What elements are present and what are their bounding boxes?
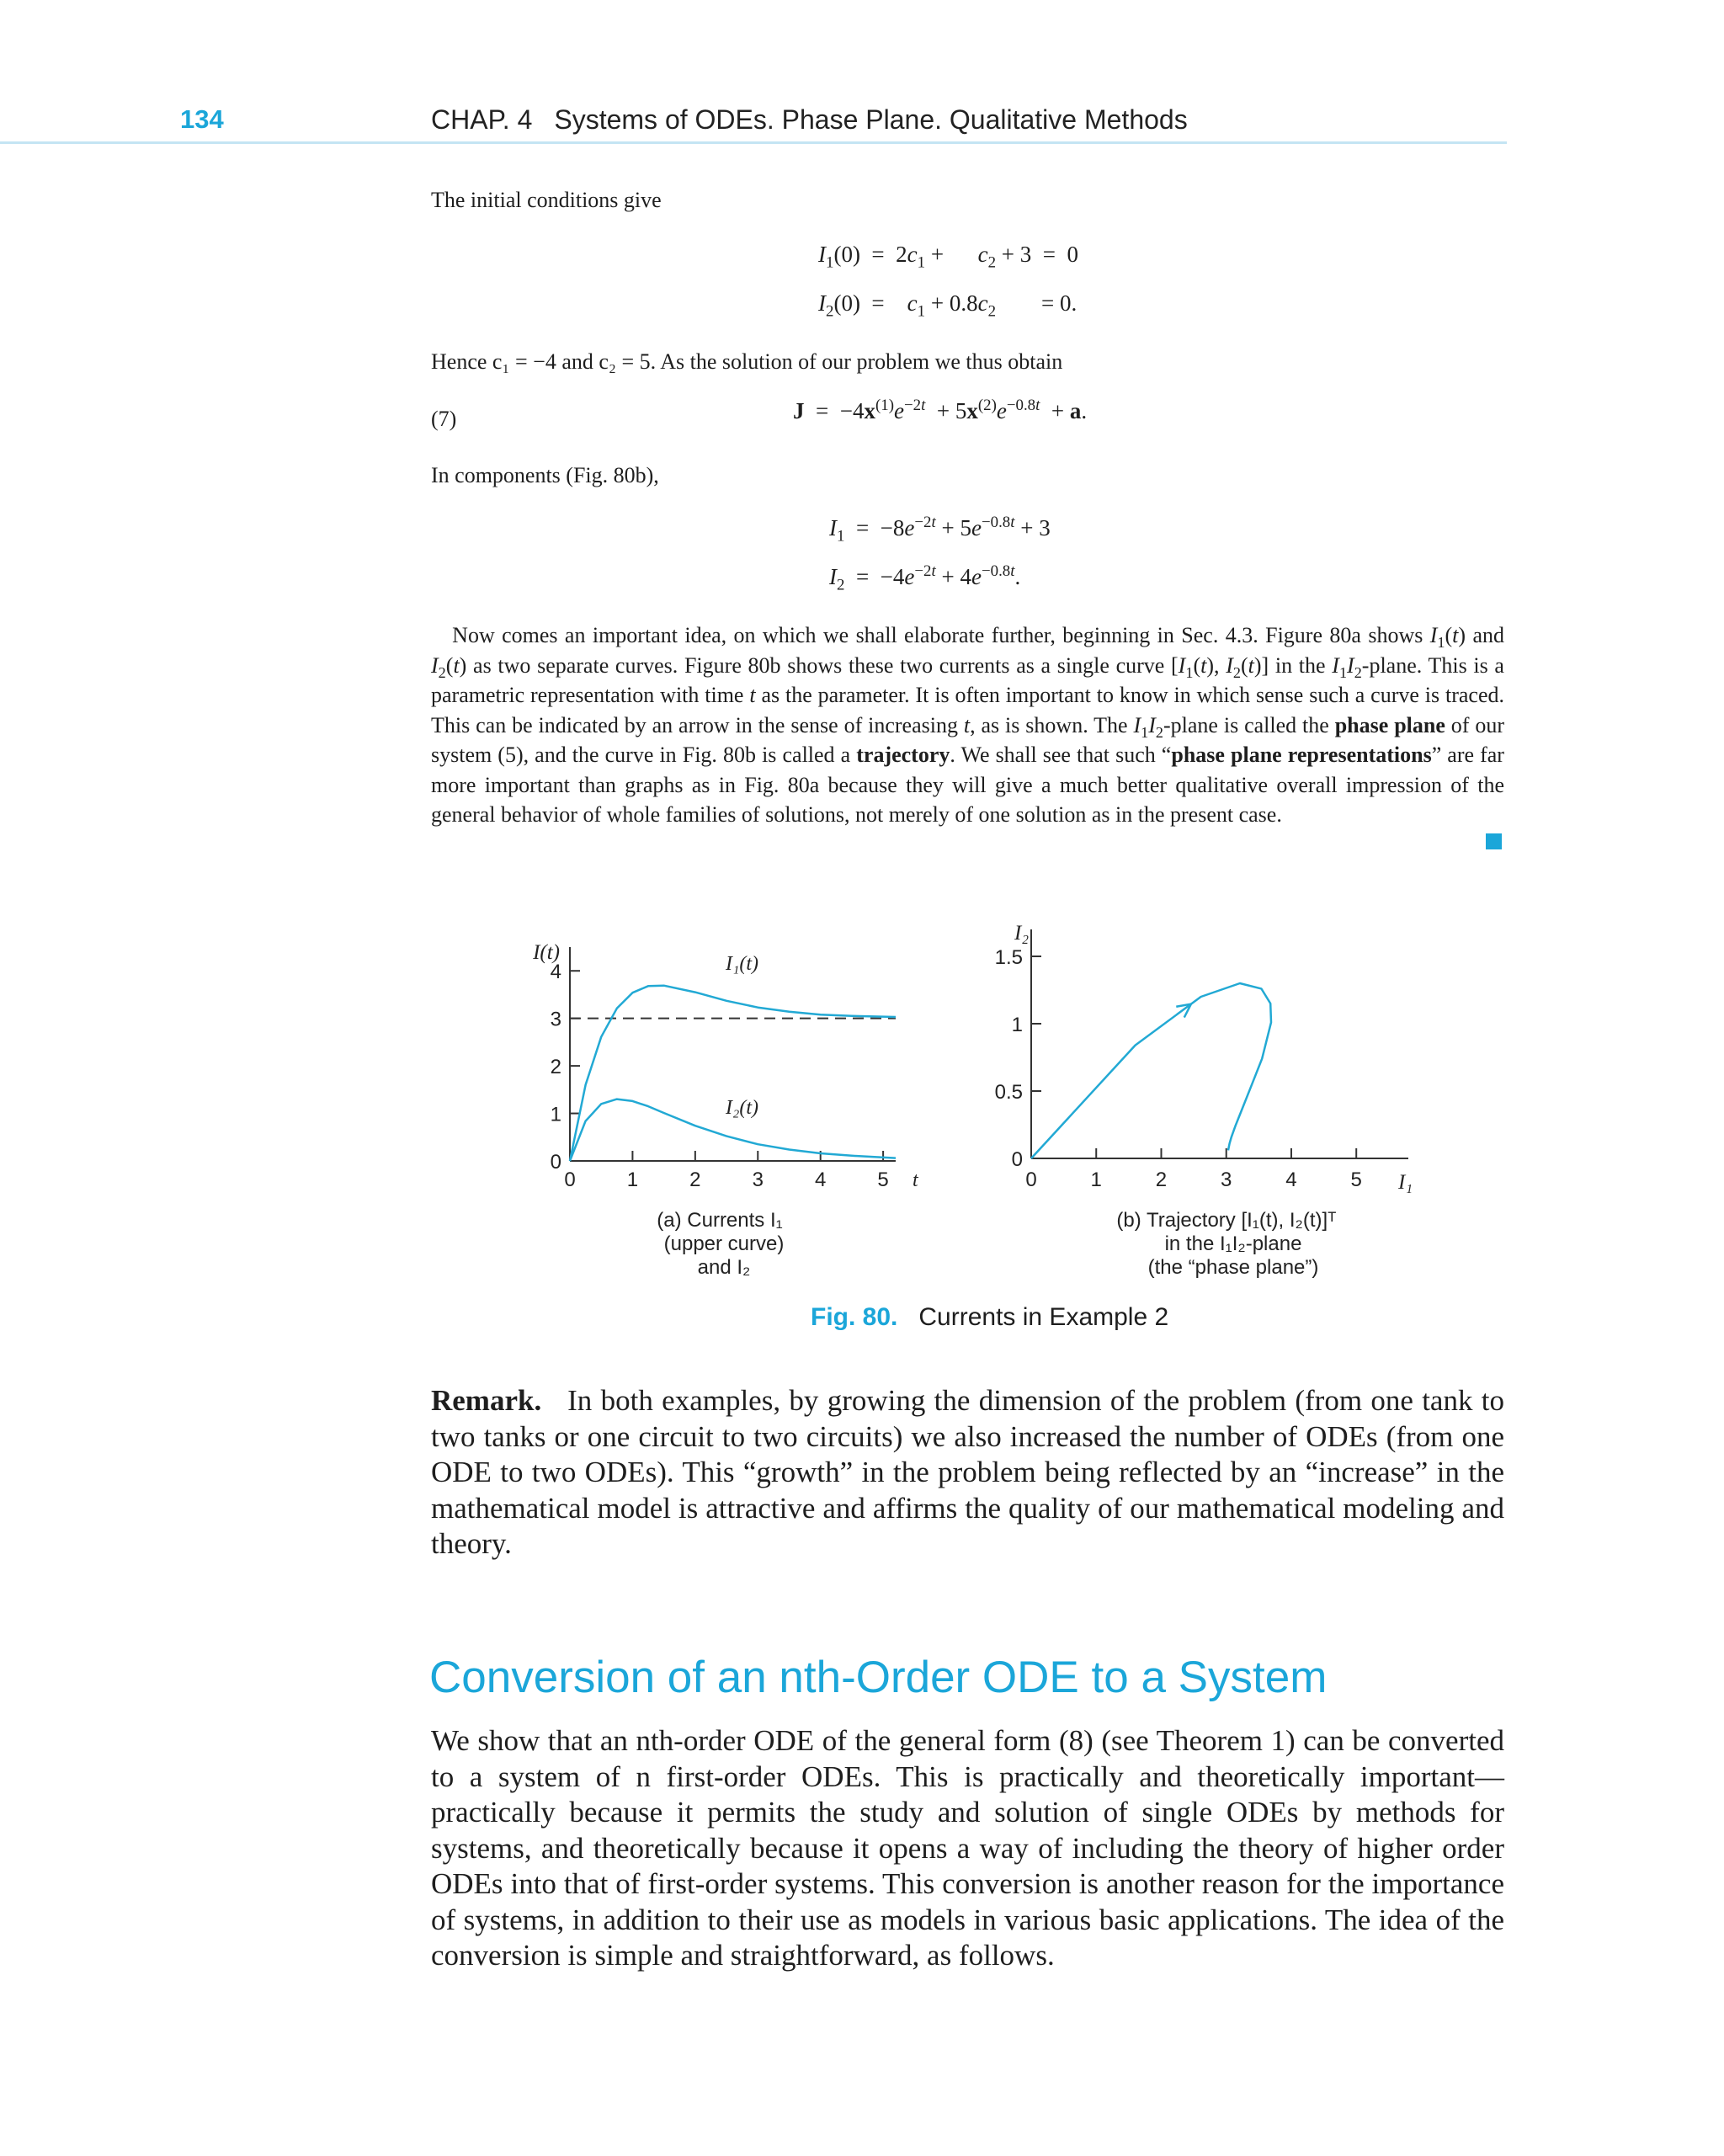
figure-80 [471,897,1482,1334]
components-intro: In components (Fig. 80b), [431,463,659,487]
panel-a-y-tick-label: 3 [550,1008,561,1031]
equation-7-number: (7) [431,407,457,431]
panel-b-y-tick-label: 1.5 [994,946,1023,969]
figure-caption [811,1303,1168,1332]
equation-initial-2: $I_2(0)$ = $c_1 + 0.8c_2$ = 0. [818,290,1078,321]
panel-b-y-tick-label: 0 [1011,1148,1023,1171]
running-head [431,104,1188,136]
panel-a-x-title: t [913,1169,918,1191]
figure-caption-label: Fig. 80. [811,1303,898,1331]
panel-a-x-tick-label: 0 [564,1168,576,1191]
panel-b-trajectory [995,922,1413,1279]
panel-b-caption-line: in the I₁I₂-plane [1164,1232,1302,1255]
chapter-number: CHAP. 4 [431,104,533,135]
remark-body: In both examples, by growing the dimension of the problem (from one tank to two tanks or one circuit to two circuits) we also increased the number of ODEs (from one ODE to two ODEs). This “growth” in the problem being reflected by an “increase” in the mathematical model is attractive and affirms the quality of our mathematical modeling and theory. [431,1384,1504,1560]
equation-initial-1: $I_1(0) = 2c_1$ + $c_2 + 3 = 0$ [818,242,1078,272]
panel-b-caption-line: (b) Trajectory [I₁(t), I₂(t)]ᵀ [1116,1209,1337,1232]
phase-plane-paragraph: Now comes an important idea, on which we shall elaborate further, beginning in Sec. 4.3. Figure 80a shows $I_1(t)$ and $I_2(t)$ as two separate curves. Figure 80b shows these two currents as a single curve [$I_1(t)$, $I_2(t)$] in the $I_1I_2$-plane. This is a parametric representation with time t as the parameter. It is often important to know in which sense such a curve is traced. This can be indicated by an arrow in the sense of increasing t, as is shown. The $I_1I_2$-plane is called the phase plane of our system (5), and the curve in Fig. 80b is called a trajectory. We shall see that such “phase plane representations” are far more important than graphs as in Fig. 80a because they will give a much better qualitative overall impression of the general behavior of whole families of solutions, not merely of one solution as in the present case. [431,623,1504,827]
panel-a-x-tick-label: 3 [752,1168,764,1191]
equation-I1: $I_1 = -8e^{-2t} + 5e^{-0.8t} + 3$ [829,514,1051,546]
panel-a-x-tick-label: 1 [626,1168,639,1191]
panel-a-y-tick-label: 1 [550,1103,561,1126]
panel-a-caption-line: (a) Currents I₁ [657,1209,783,1232]
remark-paragraph [431,1383,1504,1562]
initial-conditions-intro: The initial conditions give [431,188,662,212]
panel-a-x-tick-label: 4 [815,1168,827,1191]
panel-a-curve-label-1: I₁(t) [726,953,758,975]
panel-b-x-tick-label: 3 [1221,1168,1232,1191]
panel-b-x-tick-label: 2 [1155,1168,1168,1191]
panel-a-y-tick-label: 2 [550,1056,561,1079]
panel-a-y-tick-label: 4 [550,961,561,984]
panel-b-y-title: I₂ [1014,922,1030,945]
section-title: Conversion of an nth-Order ODE to a System [429,1653,1328,1702]
panel-a-currents [532,941,919,1279]
panel-b-x-tick-label: 4 [1285,1168,1297,1191]
panel-a-caption-line: (upper curve) [663,1232,785,1255]
equation-I2: $I_2 = -4e^{-2t} + 4e^{-0.8t}$. [829,562,1021,594]
panel-b-x-tick-label: 0 [1025,1168,1037,1191]
panel-a-curve-1 [570,986,896,1161]
figure-caption-text: Currents in Example 2 [918,1303,1169,1331]
panel-b-x-tick-label: 1 [1090,1168,1102,1191]
panel-a-y-tick-label: 0 [550,1151,561,1174]
panel-b-y-tick-label: 0.5 [994,1081,1023,1104]
panel-b-caption-line: (the “phase plane”) [1147,1256,1319,1279]
panel-a-curve-label-2: I₂(t) [726,1097,758,1119]
panel-b-x-tick-label: 5 [1350,1168,1362,1191]
end-of-example-marker [1486,833,1502,849]
panel-a-caption-line: and I₂ [697,1256,751,1279]
panel-b-y-tick-label: 1 [1011,1014,1023,1036]
panel-b-x-title: I₁ [1398,1171,1413,1194]
panel-a-y-title: I(t) [533,941,560,964]
panel-b-trajectory-curve [1031,983,1271,1158]
hence-line: Hence c₁ = −4 and c₂ = 5. As the solution of our problem we thus obtain [431,349,1063,374]
page-number: 134 [180,104,224,134]
panel-a-x-tick-label: 5 [877,1168,889,1191]
panel-a-x-tick-label: 2 [689,1168,701,1191]
section-body: We show that an nth-order ODE of the general form (8) (see Theorem 1) can be converted to a system of n first-order ODEs. This is practically and theoretically important—practically because it permits the study and solution of single ODEs by methods for systems, and theoretically because it opens a way of including the theory of higher order ODEs into that of first-order systems. This conversion is another reason for the importance of systems, in addition to their use as models in various basic applications. The idea of the conversion is simple and straightforward, as follows. [431,1724,1504,1972]
equation-7: $J = -4x^{(1)}e^{-2t} + 5x^{(2)}e^{-0.8t} + a$. [793,397,1088,423]
chapter-title: Systems of ODEs. Phase Plane. Qualitative Methods [554,104,1188,135]
remark-label: Remark. [431,1384,542,1417]
